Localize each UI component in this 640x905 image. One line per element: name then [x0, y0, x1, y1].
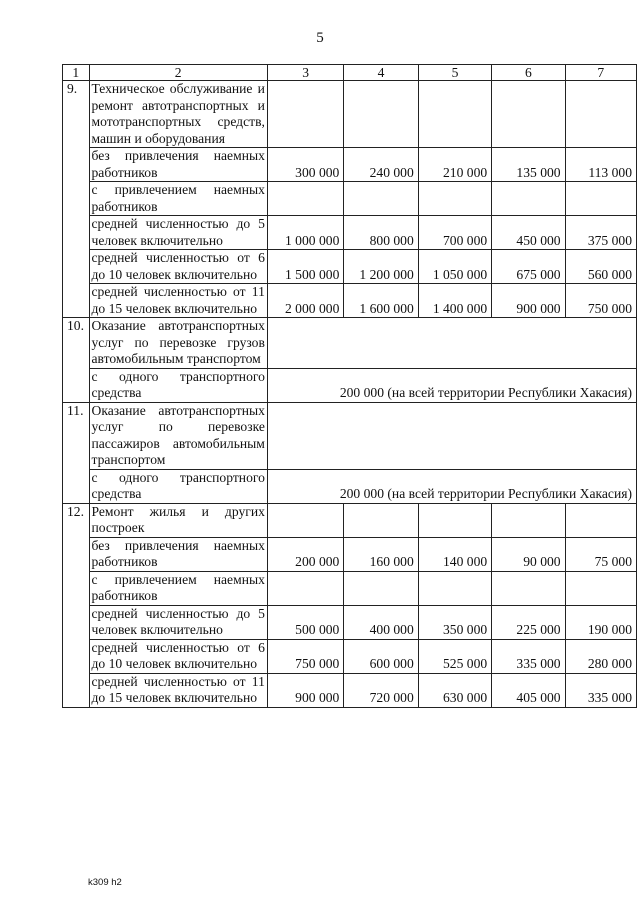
section-title-row: [63, 318, 637, 369]
row-label: с привлечением наемных работников: [89, 571, 267, 605]
row-label: с одного транспортного средства: [89, 469, 267, 503]
value-cell: [344, 182, 418, 216]
page-number: 5: [316, 30, 324, 46]
value-cell: 525 000: [418, 639, 491, 673]
row-label: средней численностью от 11 до 15 человек включительно: [89, 673, 267, 707]
value-cell: 675 000: [492, 250, 565, 284]
row-label: средней численностью от 6 до 10 человек включительно: [89, 250, 267, 284]
value-cell: 210 000: [418, 148, 491, 182]
value-cell: [267, 571, 343, 605]
rates-table: [62, 64, 637, 708]
value-cell: 1 000 000: [267, 216, 343, 250]
value-cell: 1 500 000: [267, 250, 343, 284]
value-cell: 400 000: [344, 605, 418, 639]
value-cell: 1 400 000: [418, 284, 491, 318]
value-cell: 450 000: [492, 216, 565, 250]
value-cell: 225 000: [492, 605, 565, 639]
table-row: [63, 368, 637, 402]
value-cell: 1 600 000: [344, 284, 418, 318]
document-code: k309 h2: [88, 877, 122, 888]
value-cell: 335 000: [565, 673, 636, 707]
value-cell: 335 000: [492, 639, 565, 673]
table-row: [63, 148, 637, 182]
value-cell: 75 000: [565, 537, 636, 571]
row-label: средней численностью до 5 человек включительно: [89, 216, 267, 250]
section-title-row: [63, 402, 637, 469]
value-cell: 800 000: [344, 216, 418, 250]
section-title: Техническое обслуживание и ремонт автотранспортных и мототранспортных средств, машин и оборудования: [89, 81, 267, 148]
value-cell: 140 000: [418, 537, 491, 571]
value-cell: [492, 182, 565, 216]
column-header: 3: [267, 65, 343, 81]
value-cell: 500 000: [267, 605, 343, 639]
value-cell: 300 000: [267, 148, 343, 182]
column-header: 4: [344, 65, 418, 81]
section-number: 12.: [63, 503, 90, 707]
value-cell: 750 000: [267, 639, 343, 673]
column-header: 6: [492, 65, 565, 81]
section-title-row: [63, 503, 637, 537]
table-row: [63, 571, 637, 605]
row-label: с одного транспортного средства: [89, 368, 267, 402]
value-cell: 1 200 000: [344, 250, 418, 284]
value-cell: 375 000: [565, 216, 636, 250]
value-cell: 750 000: [565, 284, 636, 318]
value-cell: 190 000: [565, 605, 636, 639]
value-cell: 113 000: [565, 148, 636, 182]
row-label: без привлечения наемных работников: [89, 537, 267, 571]
table-row: [63, 469, 637, 503]
value-cell: [492, 571, 565, 605]
value-cell: 405 000: [492, 673, 565, 707]
section-number: 10.: [63, 318, 90, 403]
value-cell: 160 000: [344, 537, 418, 571]
table-row: [63, 639, 637, 673]
table-row: [63, 250, 637, 284]
column-header: 1: [63, 65, 90, 81]
table-row: [63, 673, 637, 707]
value-cell: 720 000: [344, 673, 418, 707]
column-header: 5: [418, 65, 491, 81]
value-cell: 240 000: [344, 148, 418, 182]
spanning-value: 200 000 (на всей территории Республики Хакасия): [267, 469, 636, 503]
value-cell: 900 000: [492, 284, 565, 318]
value-cell: 630 000: [418, 673, 491, 707]
table-row: [63, 537, 637, 571]
value-cell: [565, 182, 636, 216]
table-row: [63, 216, 637, 250]
row-label: с привлечением наемных работников: [89, 182, 267, 216]
value-cell: 600 000: [344, 639, 418, 673]
value-cell: 200 000: [267, 537, 343, 571]
section-title: Ремонт жилья и других построек: [89, 503, 267, 537]
column-number-row: [63, 65, 637, 81]
table-row: [63, 605, 637, 639]
section-number: 11.: [63, 402, 90, 503]
table-row: [63, 284, 637, 318]
row-label: средней численностью от 11 до 15 человек включительно: [89, 284, 267, 318]
value-cell: [565, 571, 636, 605]
row-label: без привлечения наемных работников: [89, 148, 267, 182]
column-header: 7: [565, 65, 636, 81]
value-cell: [344, 571, 418, 605]
value-cell: 135 000: [492, 148, 565, 182]
value-cell: [267, 182, 343, 216]
column-header: 2: [89, 65, 267, 81]
value-cell: 900 000: [267, 673, 343, 707]
section-number: 9.: [63, 81, 90, 318]
value-cell: [418, 571, 491, 605]
value-cell: 560 000: [565, 250, 636, 284]
section-title: Оказание автотранспортных услуг по перевозке пассажиров автомобильным транспортом: [89, 402, 267, 469]
value-cell: 90 000: [492, 537, 565, 571]
row-label: средней численностью до 5 человек включительно: [89, 605, 267, 639]
value-cell: [418, 182, 491, 216]
value-cell: 280 000: [565, 639, 636, 673]
row-label: средней численностью от 6 до 10 человек включительно: [89, 639, 267, 673]
value-cell: 350 000: [418, 605, 491, 639]
section-title: Оказание автотранспортных услуг по перевозке грузов автомобильным транспортом: [89, 318, 267, 369]
value-cell: 1 050 000: [418, 250, 491, 284]
spanning-value: 200 000 (на всей территории Республики Хакасия): [267, 368, 636, 402]
section-title-row: [63, 81, 637, 148]
table-row: [63, 182, 637, 216]
value-cell: 2 000 000: [267, 284, 343, 318]
value-cell: 700 000: [418, 216, 491, 250]
